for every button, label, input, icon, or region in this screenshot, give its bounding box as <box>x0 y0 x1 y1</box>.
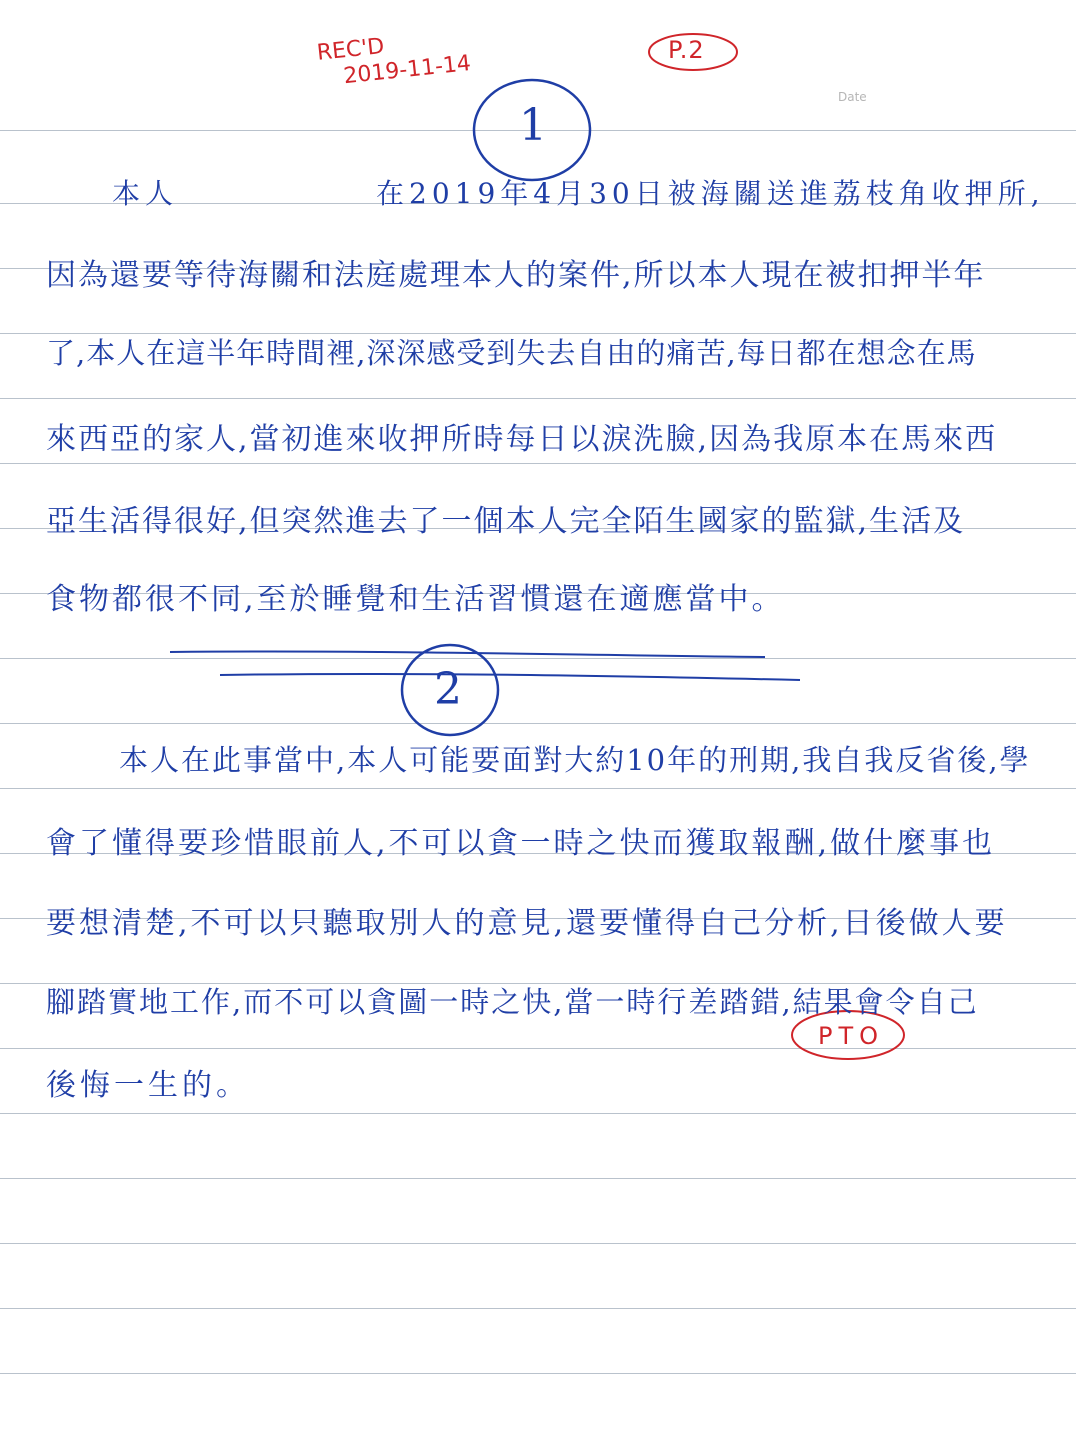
paragraph-2-line: 後悔一生的。 <box>46 1068 250 1103</box>
received-stamp-text: REC'D <box>315 33 386 66</box>
received-date: 2019-11-14 <box>342 51 473 90</box>
paragraph-1-line: 亞生活得很好,但突然進去了一個本人完全陌生國家的監獄,生活及 <box>46 504 966 539</box>
paragraph-1-line: 因為還要等待海關和法庭處理本人的案件,所以本人現在被扣押半年 <box>46 258 986 293</box>
paragraph-1-line: 本人 在2019年4月30日被海關送進荔枝角收押所, <box>112 177 1045 210</box>
paragraph-2-line: 要想清楚,不可以只聽取別人的意見,還要懂得自己分析,日後做人要 <box>46 906 1008 941</box>
paragraph-1-line: 來西亞的家人,當初進來收押所時每日以淚洗臉,因為我原本在馬來西 <box>46 422 998 457</box>
page-marker: P.2 <box>668 36 705 64</box>
divider-line <box>170 652 765 657</box>
paragraph-2-line: 腳踏實地工作,而不可以貪圖一時之快,當一時行差踏錯,結果會令自己 <box>46 985 979 1019</box>
section-marker-2: 2 <box>434 664 462 715</box>
paragraph-1-line: 了,本人在這半年時間裡,深深感受到失去自由的痛苦,每日都在想念在馬 <box>46 336 977 370</box>
section-marker-1: 1 <box>519 100 547 151</box>
paragraph-2-line: 本人在此事當中,本人可能要面對大約10年的刑期,我自我反省後,學 <box>88 743 1031 777</box>
paragraph-1-line: 食物都很不同,至於睡覺和生活習慣還在適應當中。 <box>46 582 785 617</box>
date-label: Date <box>838 90 867 104</box>
divider-line <box>220 674 800 680</box>
pto-note: PTO <box>818 1022 885 1050</box>
paragraph-2-line: 會了懂得要珍惜眼前人,不可以貪一時之快而獲取報酬,做什麼事也 <box>46 826 996 861</box>
